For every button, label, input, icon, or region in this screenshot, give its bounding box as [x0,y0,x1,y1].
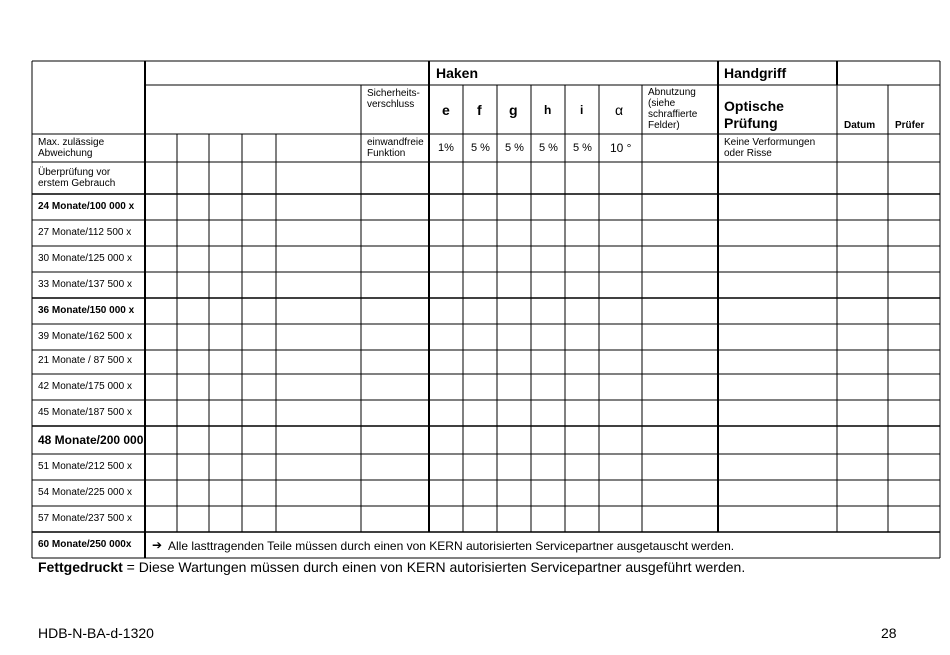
col-e-header: e [442,102,450,118]
max-i-value: 5 % [573,142,592,154]
haken-header: Haken [436,65,479,81]
max-alpha-value: 10 ° [610,141,632,155]
interval-label-36: 36 Monate/150 000 x [38,305,135,316]
max-g-value: 5 % [505,142,524,154]
interval-label-57: 57 Monate/237 500 x [38,513,132,524]
interval-label-39: 39 Monate/162 500 x [38,331,132,342]
first-use-label-line1: Überprüfung vor [38,167,111,178]
interval-label-42: 42 Monate/175 000 x [38,381,132,392]
abnutzung-header-line2: (siehe [648,98,676,109]
col-h-header: h [544,103,552,117]
interval-label-24: 24 Monate/100 000 x [38,201,135,212]
interval-label-27: 27 Monate/112 500 x [38,227,132,238]
datum-header: Datum [844,120,876,131]
page-number: 28 [881,625,897,641]
bold-legend-term: Fettgedruckt [38,559,123,575]
max-f-value: 5 % [471,142,490,154]
replace-arrow-icon: ➔ [152,538,163,552]
interval-label-51: 51 Monate/212 500 x [38,461,132,472]
abnutzung-header-line1: Abnutzung [648,87,696,98]
col-g-header: g [509,102,518,118]
interval-label-30: 30 Monate/125 000 x [38,253,132,264]
funktion-line2: Funktion [367,148,406,159]
col-alpha-header: α [615,102,624,118]
funktion-line1: einwandfreie [367,137,424,148]
interval-label-33: 33 Monate/137 500 x [38,279,132,290]
max-h-value: 5 % [539,142,558,154]
interval-label-48: 48 Monate/200 000 [38,433,144,447]
sicherheitsverschluss-header-line2: verschluss [367,99,415,110]
first-use-label-line2: erstem Gebrauch [38,178,116,189]
pruefer-header: Prüfer [895,120,925,131]
max-optisch-line1: Keine Verformungen [724,137,816,148]
interval-label-54: 54 Monate/225 000 x [38,487,132,498]
interval-label-21: 21 Monate / 87 500 x [38,355,132,366]
optische-header-line2: Prüfung [724,115,778,131]
abnutzung-header-line4: Felder) [648,120,680,131]
handgriff-header: Handgriff [724,65,787,81]
replace-note: Alle lasttragenden Teile müssen durch einen von KERN autorisierten Servicepartner ausgetauscht werden. [168,539,735,553]
col-f-header: f [477,102,482,118]
abnutzung-header-line3: schraffierte [648,109,698,120]
col-i-header: i [580,103,584,117]
interval-label-60: 60 Monate/250 000x [38,539,132,550]
max-e-value: 1% [438,142,454,154]
document-id: HDB-N-BA-d-1320 [38,625,154,641]
interval-label-45: 45 Monate/187 500 x [38,407,132,418]
max-deviation-label-line2: Abweichung [38,148,93,159]
bold-legend-note [38,559,745,575]
max-optisch-line2: oder Risse [724,148,772,159]
bold-legend-text: = Diese Wartungen müssen durch einen von KERN autorisierten Servicepartner ausgeführt werden. [122,559,746,575]
max-deviation-label-line1: Max. zulässige [38,137,105,148]
optische-header-line1: Optische [724,98,784,114]
sicherheitsverschluss-header-line1: Sicherheits- [367,88,420,99]
